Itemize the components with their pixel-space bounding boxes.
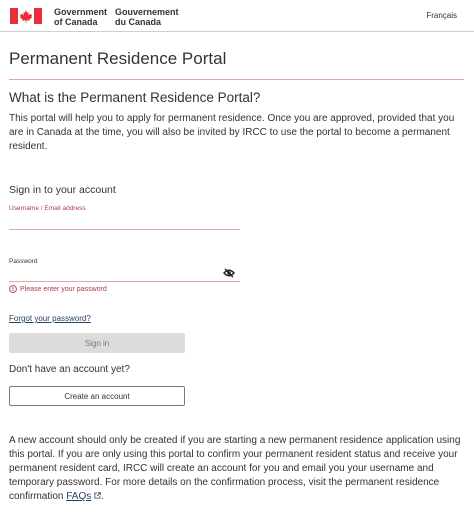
sign-in-button[interactable]: Sign in (9, 333, 185, 353)
new-account-note (9, 434, 467, 504)
government-of-canada-wordmark-en (54, 7, 107, 27)
wordmark-fr-line2: du Canada (115, 17, 162, 27)
password-label: Password (9, 258, 38, 265)
faqs-link-label: FAQs (66, 491, 92, 502)
create-account-button[interactable]: Create an account (9, 386, 185, 406)
eye-slash-icon[interactable] (223, 268, 235, 278)
title-divider (9, 79, 464, 80)
new-account-note-text: A new account should only be created if you are starting a new permanent residence application using this portal. If you are only using this portal to confirm your permanent resident status and receive your permanent resident card, IRCC will create an account for you and email you your username and temporary password. For more details on the confirmation process, visit the permanent residence confirmation (9, 435, 461, 502)
error-circle-icon (9, 285, 17, 293)
username-input[interactable] (9, 216, 240, 230)
page-title: Permanent Residence Portal (9, 49, 227, 68)
wordmark-en-line1: Government (54, 7, 108, 17)
government-of-canada-wordmark-fr (115, 7, 179, 27)
username-label: Username / Email address (9, 205, 86, 212)
note-trailing-period: . (101, 491, 105, 502)
signin-heading: Sign in to your account (9, 184, 116, 196)
password-error-message (9, 285, 107, 293)
wordmark-en-line2: of Canada (54, 17, 98, 27)
about-heading: What is the Permanent Residence Portal? (9, 90, 261, 105)
faqs-link[interactable] (66, 491, 101, 502)
about-text: This portal will help you to apply for permanent residence. Once you are approved, provided that you are in Canada at the time, you will also be invited by IRCC to use the portal to become a permanent resident. (9, 113, 455, 152)
password-error-text: Please enter your password (20, 285, 107, 293)
site-header (0, 0, 474, 32)
language-toggle-link[interactable]: Français (426, 11, 457, 20)
password-input[interactable] (9, 268, 240, 282)
forgot-password-link[interactable]: Forgot your password? (9, 314, 91, 323)
wordmark-fr-line1: Gouvernement (115, 7, 179, 17)
canada-flag-icon (10, 8, 42, 24)
no-account-heading: Don't have an account yet? (9, 364, 130, 375)
